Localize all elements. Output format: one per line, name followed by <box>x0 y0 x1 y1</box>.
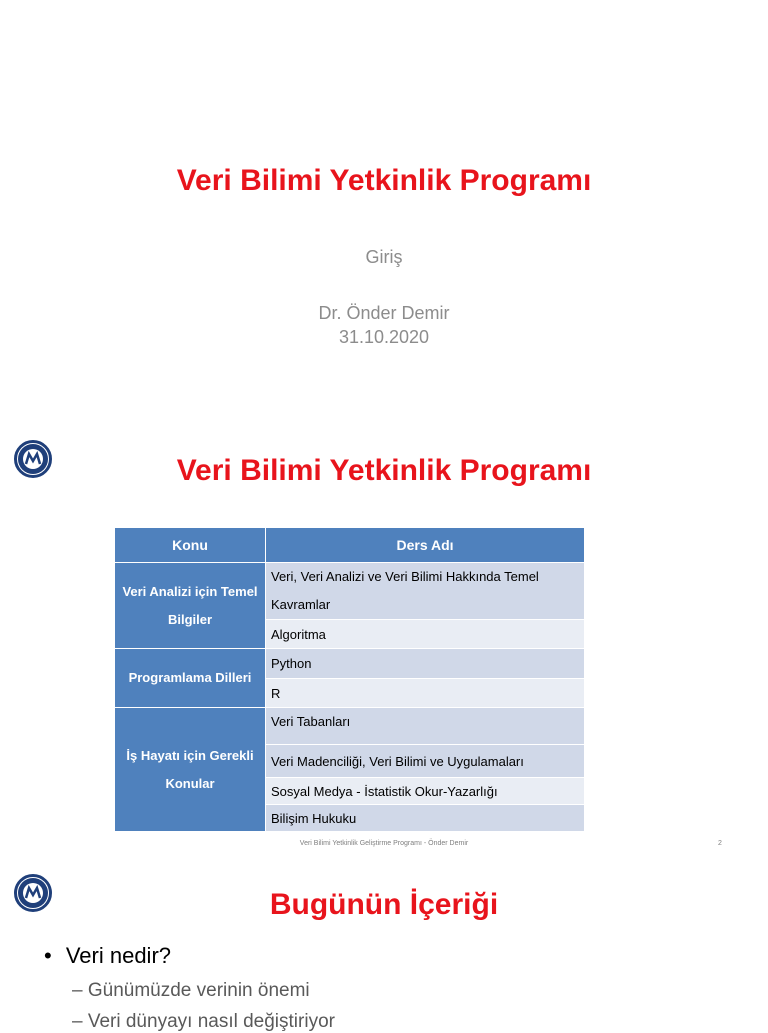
topic-cell: Veri Analizi için Temel Bilgiler <box>115 563 266 649</box>
course-cell: Bilişim Hukuku <box>266 805 585 832</box>
table-row <box>115 708 585 745</box>
sub-bullet-item: – Veri dünyayı nasıl değiştiriyor <box>72 1011 335 1032</box>
course-cell: Python <box>266 649 585 679</box>
slide1-author: Dr. Önder Demir <box>318 303 450 323</box>
table-row <box>115 649 585 679</box>
bullet-item <box>44 943 171 969</box>
course-cell: Algoritma <box>266 620 585 649</box>
course-cell: Veri Madenciliği, Veri Bilimi ve Uygulamaları <box>266 745 585 778</box>
slide2-title: Veri Bilimi Yetkinlik Programı <box>176 454 592 487</box>
slide1-date: 31.10.2020 <box>338 327 430 347</box>
topic-cell: İş Hayatı için Gerekli Konular <box>115 708 266 832</box>
course-cell: Sosyal Medya - İstatistik Okur-Yazarlığı <box>266 778 585 805</box>
table-header-topic: Konu <box>115 528 266 563</box>
table-row <box>115 563 585 620</box>
slide3-title: Bugünün İçeriği <box>269 888 499 921</box>
topic-cell: Programlama Dilleri <box>115 649 266 708</box>
course-cell: Veri Tabanları <box>266 708 585 745</box>
course-cell: R <box>266 679 585 708</box>
bullet-text: Veri nedir? <box>65 943 172 968</box>
slide2-footer: Veri Bilimi Yetkinlik Geliştirme Programı - Önder Demir <box>299 840 469 847</box>
course-cell: Veri, Veri Analizi ve Veri Bilimi Hakkında Temel Kavramlar <box>266 563 585 620</box>
slide1-subtitle: Giriş <box>365 247 403 267</box>
table-header-course: Ders Adı <box>266 528 585 563</box>
sub-bullet-item: – Günümüzde verinin önemi <box>72 980 310 1001</box>
course-table <box>114 527 585 832</box>
slide1-title: Veri Bilimi Yetkinlik Programı <box>176 164 592 197</box>
slide2-page-number: 2 <box>718 840 722 847</box>
bullet-dot-icon: • <box>44 943 52 968</box>
